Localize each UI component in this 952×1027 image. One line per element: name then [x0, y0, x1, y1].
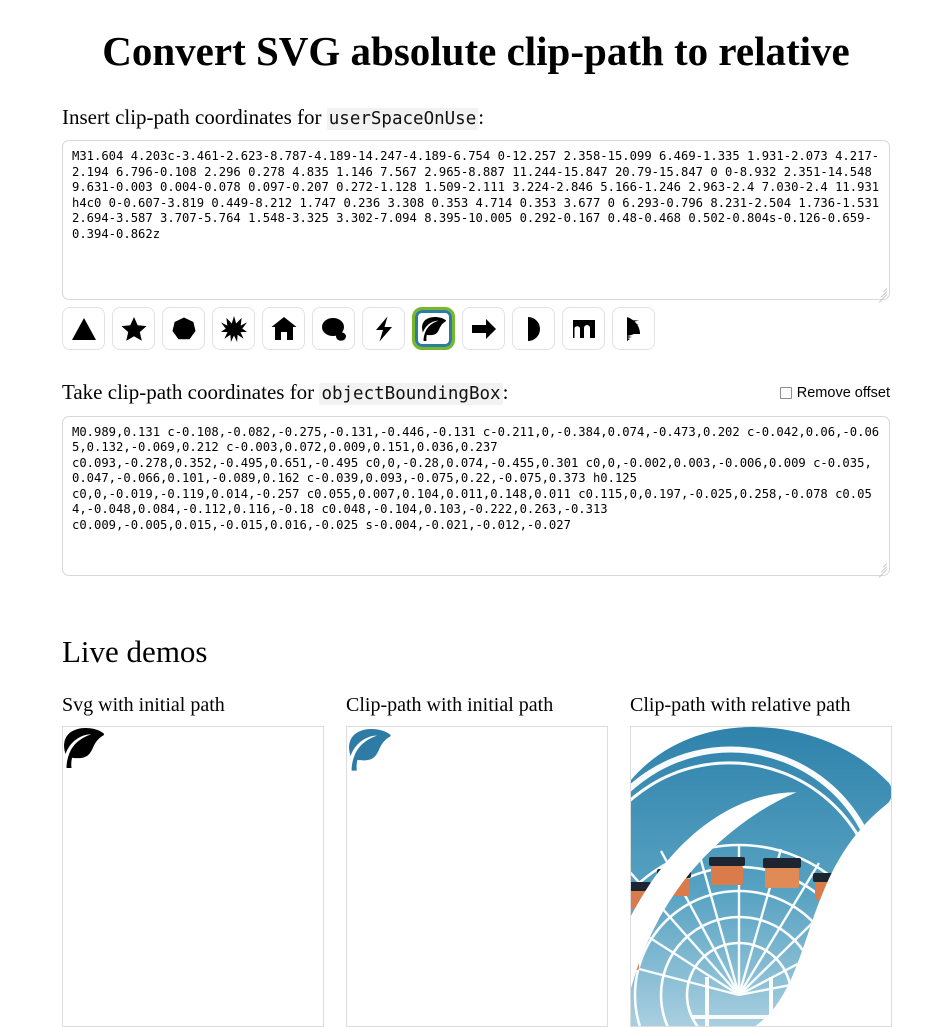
- hexagon-icon: [171, 316, 197, 342]
- demo-canvas-clip-relative: [630, 726, 892, 1027]
- input-label: [62, 75, 890, 131]
- remove-offset-label: Remove offset: [796, 385, 890, 402]
- input-textarea-wrap: [62, 140, 890, 300]
- demo-title: Clip-path with initial path: [346, 693, 554, 716]
- arrow-right-icon: [471, 316, 497, 342]
- shape-button-leaf[interactable]: [412, 307, 455, 350]
- output-label-suffix: :: [502, 380, 509, 405]
- lightning-bolt-icon: [371, 316, 397, 342]
- demo-clip-initial: [346, 693, 608, 1027]
- demo-panels: [62, 693, 890, 1027]
- shape-button-fan[interactable]: [612, 307, 655, 350]
- leaf-icon: [422, 317, 446, 341]
- shape-button-speech-bubble[interactable]: [312, 307, 355, 350]
- input-label-code: userSpaceOnUse: [328, 109, 477, 130]
- black-leaf-graphic: [63, 727, 323, 1026]
- output-label-code: objectBoundingBox: [321, 384, 501, 405]
- user-space-path-input[interactable]: [62, 140, 890, 300]
- remove-offset-toggle[interactable]: [780, 384, 890, 403]
- shape-button-lightning-bolt[interactable]: [362, 307, 405, 350]
- demo-canvas-clip-initial: [346, 726, 608, 1027]
- input-label-suffix: :: [478, 105, 485, 130]
- shape-button-arch[interactable]: [562, 307, 605, 350]
- shape-button-hexagon[interactable]: [162, 307, 205, 350]
- shape-button-house[interactable]: [262, 307, 305, 350]
- demo-title: Svg with initial path: [62, 693, 225, 716]
- remove-offset-checkbox[interactable]: [780, 387, 792, 399]
- fan-icon: [621, 316, 647, 342]
- half-circle-icon: [521, 316, 547, 342]
- blue-leaf-graphic: [347, 727, 607, 1026]
- page-title: Convert SVG absolute clip-path to relative: [102, 28, 850, 74]
- main-content: [0, 75, 952, 1027]
- output-textarea-wrap: [62, 416, 890, 576]
- demo-title: Clip-path with relative path: [630, 693, 851, 716]
- speech-bubble-icon: [321, 316, 347, 342]
- shape-button-triangle[interactable]: [62, 307, 105, 350]
- arch-icon: [571, 316, 597, 342]
- house-icon: [271, 316, 297, 342]
- live-demos-heading: Live demos: [62, 633, 208, 669]
- demo-canvas-svg-initial: [62, 726, 324, 1027]
- input-label-prefix: Insert clip-path coordinates for: [62, 105, 327, 130]
- output-label: [62, 350, 890, 406]
- shape-button-row: [62, 307, 890, 350]
- burst-icon: [221, 316, 247, 342]
- object-bounding-box-path-output[interactable]: [62, 416, 890, 576]
- shape-button-arrow-right[interactable]: [462, 307, 505, 350]
- shape-button-star[interactable]: [112, 307, 155, 350]
- shape-button-half-circle[interactable]: [512, 307, 555, 350]
- demo-clip-relative: [630, 693, 892, 1027]
- output-label-prefix: Take clip-path coordinates for: [62, 380, 320, 405]
- photo-leaf-graphic: [631, 727, 891, 1026]
- star-icon: [121, 316, 147, 342]
- demo-svg-initial: [62, 693, 324, 1027]
- triangle-icon: [71, 316, 97, 342]
- shape-button-burst[interactable]: [212, 307, 255, 350]
